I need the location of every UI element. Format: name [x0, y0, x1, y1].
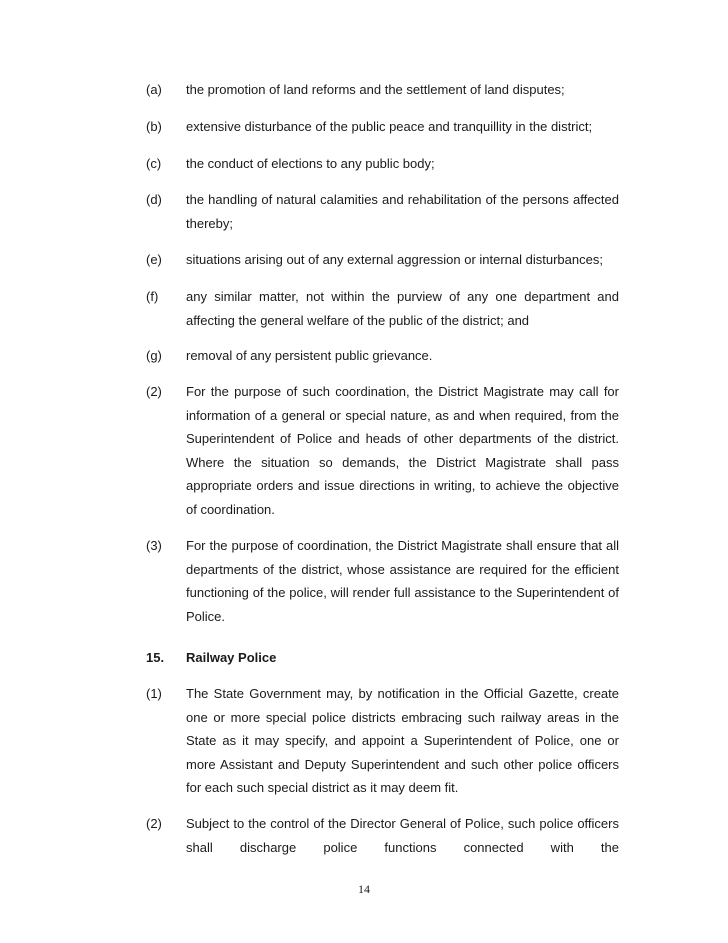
clause-number: (d) — [146, 192, 162, 207]
clause-text: the handling of natural calamities and rehabilitation of the persons affected thereby; — [186, 192, 619, 231]
clause-text: the conduct of elections to any public body; — [186, 156, 435, 171]
clause-text: any similar matter, not within the purview of any one department and affecting the general welfare of the public of the district; and — [186, 289, 619, 328]
clause-number: (1) — [146, 686, 162, 701]
clause-number: (b) — [146, 119, 162, 134]
section-number: 15. — [146, 650, 165, 665]
clause-text: For the purpose of such coordination, the District Magistrate may call for information of a general or special nature, as and when required, from the Superintendent of Police and heads of other departments of the district. Where the situation so demands, the District Magistrate shall pass appropriate orders and issue directions in writing, to achieve the objective of coordination. — [186, 384, 619, 517]
clause-number: (a) — [146, 82, 162, 97]
clause-text: the promotion of land reforms and the settlement of land disputes; — [186, 82, 565, 97]
clause-text: For the purpose of coordination, the District Magistrate shall ensure that all departments of the district, whose assistance are required for the efficient functioning of the police, will render full assistance to the Superintendent of Police. — [186, 538, 619, 624]
clause-number: (2) — [146, 816, 162, 831]
clause-number: (2) — [146, 384, 162, 399]
clause-number: (3) — [146, 538, 162, 553]
section-title: Railway Police — [186, 650, 277, 665]
clause-text: extensive disturbance of the public peace and tranquillity in the district; — [186, 119, 593, 134]
clause-text: removal of any persistent public grievance. — [186, 348, 433, 363]
clause-text: Subject to the control of the Director General of Police, such police officers shall discharge police functions connected with the — [186, 816, 619, 855]
page-number: 14 — [358, 882, 370, 896]
clause-number: (c) — [146, 156, 162, 171]
clause-number: (f) — [146, 289, 159, 304]
clause-number: (e) — [146, 252, 162, 267]
clause-text: The State Government may, by notification in the Official Gazette, create one or more special police districts embracing such railway areas in the State as it may specify, and appoint a Superintendent of Police, one or more Assistant and Deputy Superintendent and such other police officers for each such special district as it may deem fit. — [186, 686, 619, 795]
clause-text: situations arising out of any external aggression or internal disturbances; — [186, 252, 603, 267]
clause-number: (g) — [146, 348, 162, 363]
